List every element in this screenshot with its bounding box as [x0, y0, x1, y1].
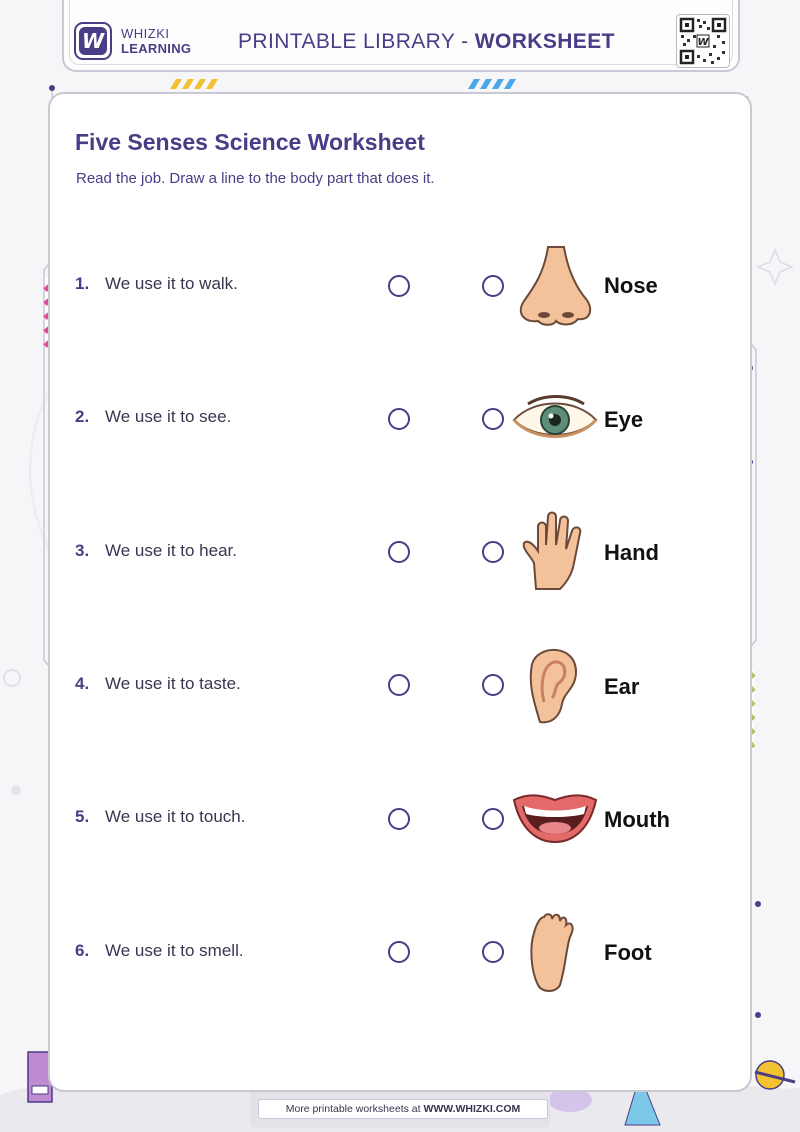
library-label: PRINTABLE LIBRARY -	[238, 30, 475, 53]
yellow-stripes	[166, 79, 226, 89]
question-connector-dot[interactable]	[388, 674, 410, 696]
answer-connector-dot[interactable]	[482, 808, 504, 830]
library-type: WORKSHEET	[474, 30, 615, 53]
foot-icon	[510, 909, 600, 993]
answer-connector-dot[interactable]	[482, 408, 504, 430]
question-text: We use it to hear.	[105, 541, 237, 560]
qr-code	[676, 14, 730, 68]
question-number: 4.	[75, 674, 90, 693]
answer-connector-dot[interactable]	[482, 275, 504, 297]
mouth-icon	[510, 776, 600, 860]
question-number: 3.	[75, 541, 90, 560]
logo-letter: W	[79, 27, 107, 55]
question-number: 2.	[75, 407, 90, 426]
question-connector-dot[interactable]	[388, 408, 410, 430]
worksheet-title: Five Senses Science Worksheet	[75, 129, 425, 155]
brand-subname: LEARNING	[121, 41, 192, 56]
qr-center-letter: W	[697, 37, 709, 48]
blue-stripes	[464, 79, 524, 89]
question-number: 5.	[75, 807, 90, 826]
answer-label: Eye	[604, 407, 644, 432]
answer-connector-dot[interactable]	[482, 674, 504, 696]
answer-connector-dot[interactable]	[482, 941, 504, 963]
question-connector-dot[interactable]	[388, 275, 410, 297]
brand-logo	[74, 22, 112, 60]
question-text: We use it to taste.	[105, 674, 241, 693]
question-number: 6.	[75, 941, 90, 960]
answer-label: Ear	[604, 674, 640, 699]
question-number: 1.	[75, 274, 90, 293]
question-connector-dot[interactable]	[388, 808, 410, 830]
eye-icon	[510, 376, 600, 460]
question-text: We use it to touch.	[105, 807, 246, 826]
footer-site-link[interactable]: WWW.WHIZKI.COM	[423, 1103, 521, 1115]
hand-icon	[510, 509, 600, 593]
ear-icon	[510, 642, 600, 726]
footer-prefix: More printable worksheets at	[285, 1103, 424, 1115]
brand-name: WHIZKI	[121, 26, 170, 41]
answer-label: Nose	[604, 273, 658, 298]
answer-label: Foot	[604, 940, 652, 965]
nose-icon	[510, 243, 600, 327]
answer-connector-dot[interactable]	[482, 541, 504, 563]
question-connector-dot[interactable]	[388, 941, 410, 963]
question-text: We use it to see.	[105, 407, 232, 426]
footer-banner	[258, 1099, 548, 1119]
question-connector-dot[interactable]	[388, 541, 410, 563]
question-text: We use it to walk.	[105, 274, 238, 293]
answer-label: Hand	[604, 540, 659, 565]
worksheet-instructions: Read the job. Draw a line to the body part that does it.	[76, 170, 435, 187]
question-text: We use it to smell.	[105, 941, 244, 960]
library-title	[238, 30, 615, 54]
answer-label: Mouth	[604, 807, 670, 832]
